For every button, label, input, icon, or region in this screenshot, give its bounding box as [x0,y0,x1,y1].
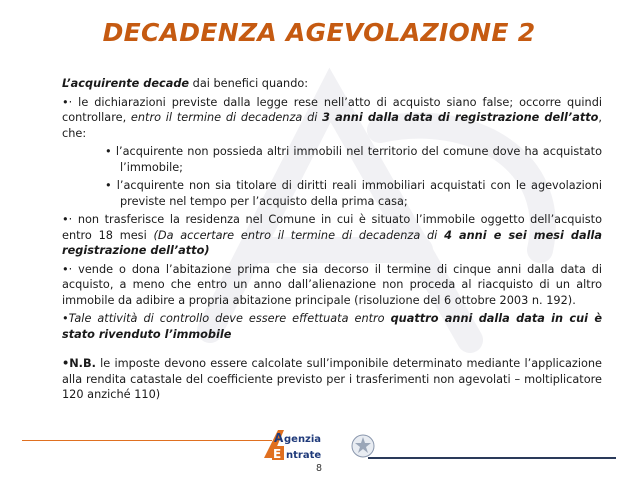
slide-body [62,76,602,406]
page-number: 8 [315,463,323,474]
item2-prefix: •· non trasferisce la residenza nel Comune in cui è situato l’immobile oggetto dell’acquisto entro 18 mesi [62,213,602,242]
item-control-activity [62,311,602,342]
footer-divider-right [368,457,616,459]
svg-text:ntrate: ntrate [286,450,322,461]
agenzia-entrate-logo [262,428,377,466]
slide-title: DECADENZA AGEVOLAZIONE 2 [102,18,536,47]
sub-item-real-rights: • l’acquirente non sia titolare di diritti reali immobiliari acquistati con le agevolazioni previste nel tempo per l’acquisto della prima casa; [105,179,602,208]
item1-italic: entro il termine di decadenza di [130,111,323,124]
svg-text:E: E [273,447,282,461]
item1-deadline: 3 anni dalla data di registrazione dell’atto [322,111,599,124]
item4-deadline: quattro anni dalla data in cui è stato rivenduto l’immobile [62,312,603,341]
intro-lead: L’acquirente decade [62,77,190,90]
note-text: le imposte devono essere calcolate sull’imponibile determinato mediante l’applicazione alla rendita catastale del coefficiente previsto per i trasferimenti non agevolati – moltiplicatore 120 anziché 110) [62,357,602,401]
item-residence-transfer [62,212,602,259]
svg-text:A: A [274,431,284,445]
item2-deadline: 4 anni e sei mesi dalla registrazione dell’atto) [62,228,602,257]
footer-divider-left [22,440,272,441]
item4-italic: •Tale attività di controllo deve essere effettuata entro [62,312,391,325]
note-label: •N.B. [62,357,96,370]
sub-item-other-property: • l’acquirente non possieda altri immobili nel territorio del comune dove ha acquistato l’immobile; [105,145,602,174]
item-false-declarations [62,95,602,142]
republic-emblem-icon [352,435,374,457]
note-nb [62,356,602,403]
item1-prefix: •· le dichiarazioni previste dalla legge rese nell’atto di acquisto siano false; occorre quindi controllare, [62,95,602,124]
item-sale-before-five-years: •· vende o dona l’abitazione prima che sia decorso il termine di cinque anni dalla data di acquisto, a meno che entro un anno dall’alienazione non proceda al riacquisto di un altro immobile da adibire a propria abitazione principale (risoluzione del 6 ottobre 2003 n. 192). [62,262,602,307]
intro-line [62,76,602,92]
intro-rest: dai benefici quando: [189,77,309,90]
svg-text:genzia: genzia [284,434,322,445]
item2-italic: (Da accertare entro il termine di decadenza di [153,228,445,242]
item1-suffix: , che: [62,111,602,140]
